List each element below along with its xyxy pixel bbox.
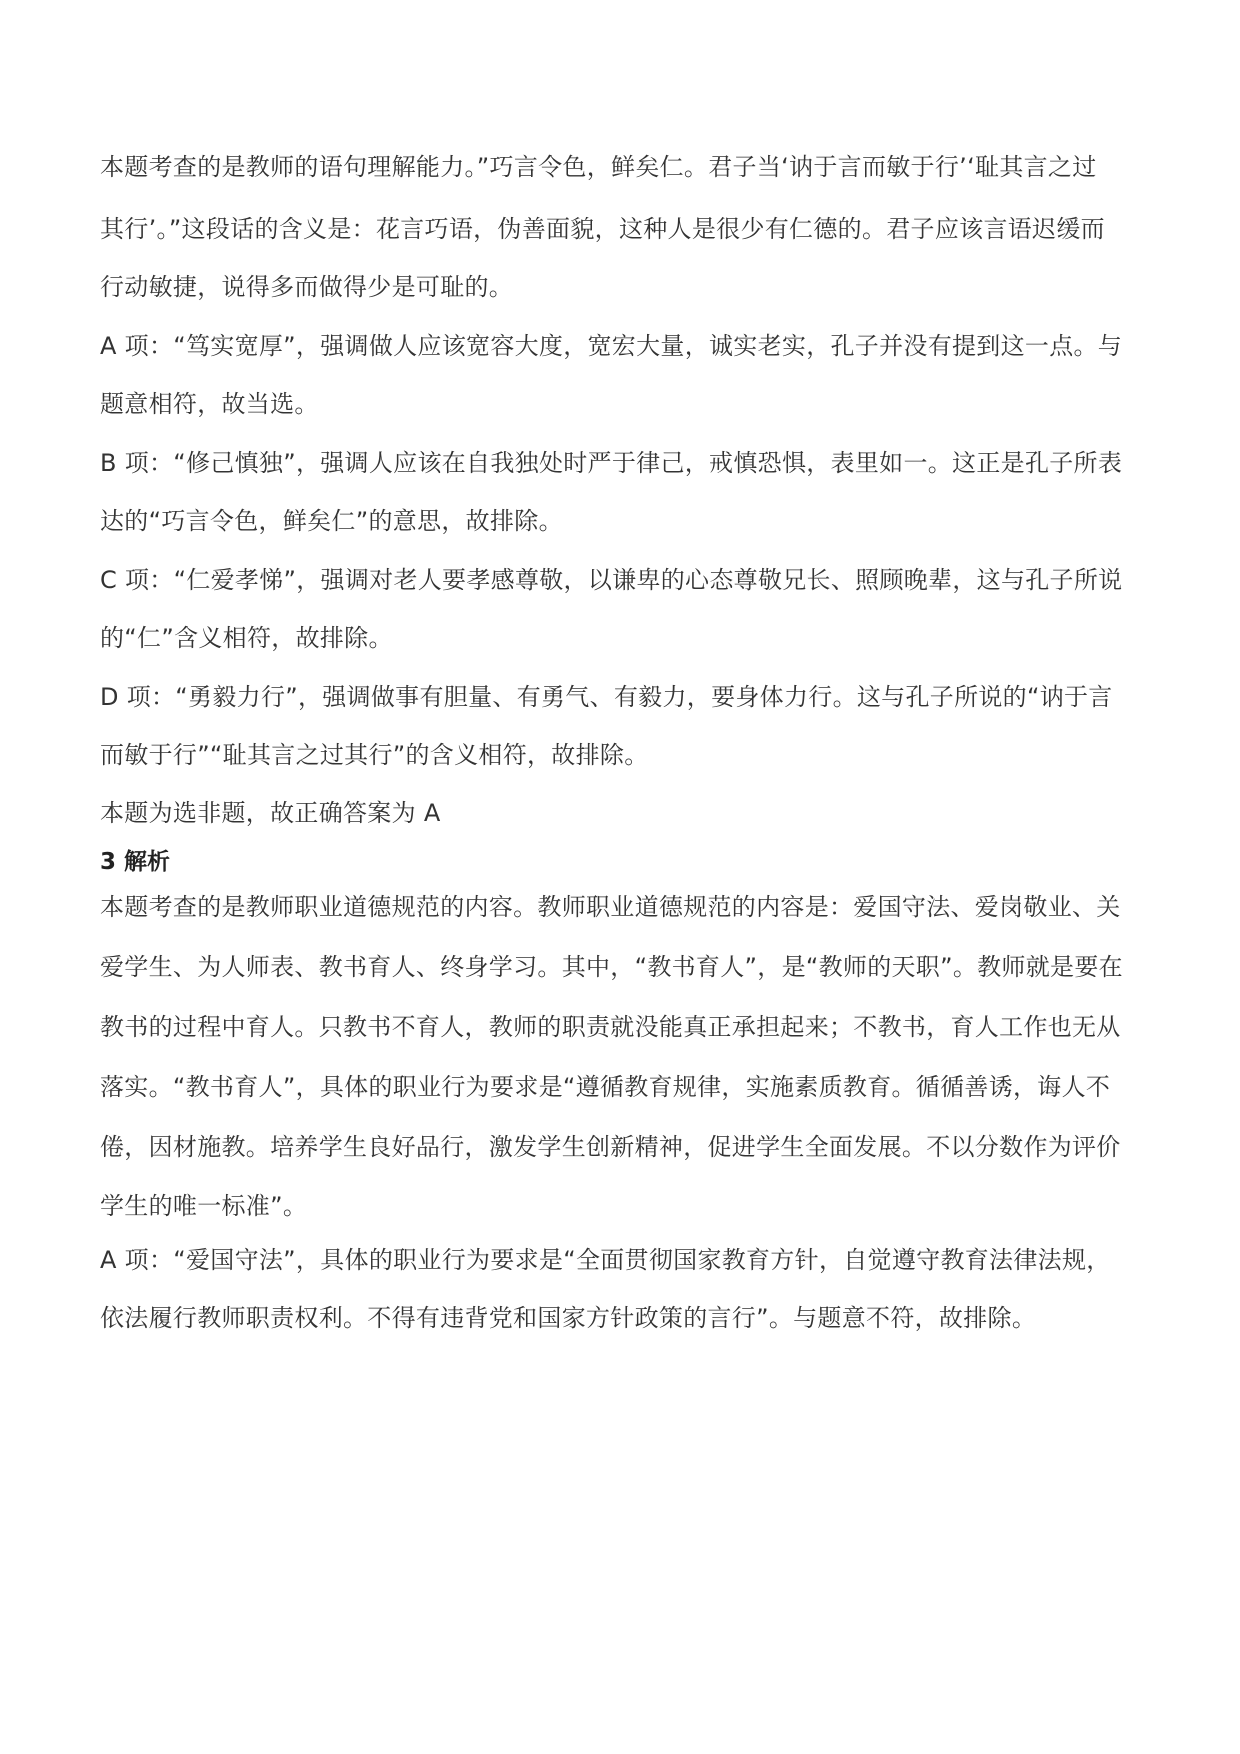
- text-line: D 项：“勇毅力行”，强调做事有胆量、有勇气、有毅力，要身体力行。这与孔子所说的“讷于言: [100, 683, 1113, 711]
- text-line: 其行’。”这段话的含义是：花言巧语，伪善面貌，这种人是很少有仁德的。君子应该言语迟缓而: [100, 215, 1105, 243]
- text-line: 爱学生、为人师表、教书育人、终身学习。其中，“教书育人”，是“教师的天职”。教师就是要在: [100, 953, 1123, 981]
- text-line: 依法履行教师职责权利。不得有违背党和国家方针政策的言行”。与题意不符，故排除。: [100, 1304, 1037, 1332]
- text-line: A 项：“爱国守法”，具体的职业行为要求是“全面贯彻国家教育方针，自觉遵守教育法律法规，: [100, 1246, 1111, 1274]
- text-line: 而敏于行”“耻其言之过其行”的含义相符，故排除。: [100, 741, 649, 769]
- text-line: 行动敏捷，说得多而做得少是可耻的。: [100, 273, 514, 301]
- text-line: 的“仁”含义相符，故排除。: [100, 624, 393, 652]
- text-line: 本题考查的是教师的语句理解能力。”巧言令色，鲜矣仁。君子当‘讷于言而敏于行’‘耻其言之过: [100, 153, 1097, 181]
- section-heading: 3 解析: [100, 849, 171, 875]
- text-line: 达的“巧言令色，鲜矣仁”的意思，故排除。: [100, 507, 563, 535]
- text-line: 题意相符，故当选。: [100, 390, 319, 418]
- text-line: 落实。“教书育人”，具体的职业行为要求是“遵循教育规律，实施素质教育。循循善诱，诲人不: [100, 1073, 1111, 1101]
- text-line: 学生的唯一标准”。: [100, 1192, 308, 1220]
- text-line: A 项：“笃实宽厚”，强调做人应该宽容大度，宽宏大量，诚实老实，孔子并没有提到这一点。与: [100, 332, 1123, 360]
- text-line: C 项：“仁爱孝悌”，强调对老人要孝感尊敬，以谦卑的心态尊敬兄长、照顾晚辈，这与孔子所说: [100, 566, 1123, 594]
- text-line: B 项：“修己慎独”，强调人应该在自我独处时严于律己，戒慎恐惧，表里如一。这正是孔子所表: [100, 449, 1123, 477]
- text-line: 本题考查的是教师职业道德规范的内容。教师职业道德规范的内容是：爱国守法、爱岗敬业、关: [100, 893, 1121, 921]
- text-line: 教书的过程中育人。只教书不育人，教师的职责就没能真正承担起来；不教书，育人工作也无从: [100, 1013, 1121, 1041]
- text-line: 本题为选非题，故正确答案为 A: [100, 799, 441, 827]
- text-line: 倦，因材施教。培养学生良好品行，激发学生创新精神，促进学生全面发展。不以分数作为评价: [100, 1133, 1121, 1161]
